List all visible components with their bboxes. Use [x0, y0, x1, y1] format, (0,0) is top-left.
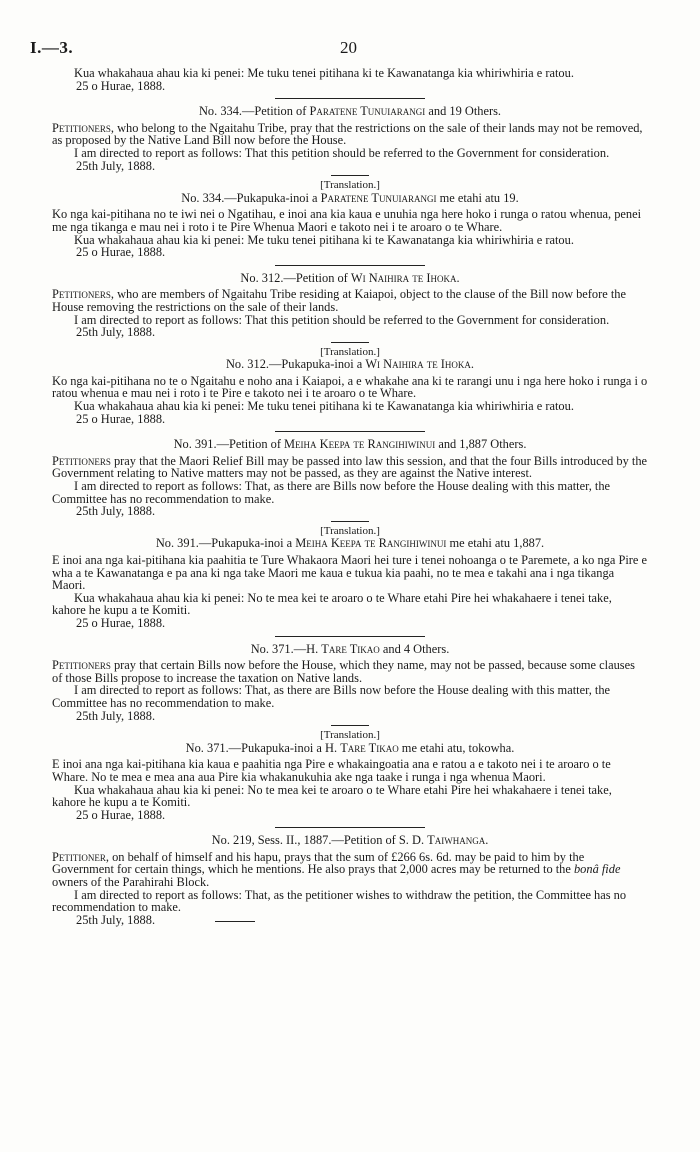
petition-section [52, 272, 648, 433]
report-text: I am directed to report as follows: That this petition should be referred to the Government for consideration. [74, 145, 610, 160]
maori-date: 25 o Hurae, 1888. [76, 807, 166, 822]
petition-section [52, 105, 648, 266]
section-divider [275, 98, 425, 99]
petition-text: Petitioners pray that the Maori Relief Bill may be passed into law this session, and that the four Bills introduced by the Government relating to Native matters may not be passed, as they are against the Native interest. [52, 453, 648, 481]
document-reference: I.—3. [30, 38, 74, 57]
maori-report-text: Kua whakahaua ahau kia ki penei: Me tuku tenei pitihana ki te Kawanatanga kia whiriwhiria e ratou. [74, 232, 574, 247]
petition-text: Petitioners pray that certain Bills now before the House, which they name, may not be passed, because some clauses of those Bills propose to increase the taxation on Native lands. [52, 658, 635, 685]
petition-text: Petitioners, who are members of Ngaitahu Tribe residing at Kaiapoi, object to the clause of the Bill now before the House removing the restrictions on the sale of their lands. [52, 287, 626, 314]
petition-section [52, 438, 648, 636]
short-rule [331, 175, 369, 176]
intro-paragraph: Kua whakahaua ahau kia ki penei: Me tuku tenei pitihana ki te Kawanatanga kia whiriwhiria e ratou. [74, 66, 574, 80]
maori-date: 25 o Hurae, 1888. [76, 411, 166, 426]
report-date: 25th July, 1888. [52, 914, 648, 927]
section-divider [275, 827, 425, 828]
maori-report-text: Kua whakahaua ahau kia ki penei: No te mea kei te aroaro o te Whare etahi Pire hei whakahaere i tenei take, kahore he kupu a te Komiti. [52, 590, 612, 618]
short-rule [331, 342, 369, 343]
maori-petition-text: Ko nga kai-pitihana no te o Ngaitahu e noho ana i Kaiapoi, a e whakahe ana ki te rarangi unu i nga here hoko i runga i o ratou whenua e mau nei i roto i te Pire e takoto nei i te aroaro o te Whare. [52, 373, 648, 401]
short-rule [331, 521, 369, 522]
petition-title: No. 312.—Petition of Wi Naihira te Ihoka. [240, 270, 460, 285]
section-divider [275, 431, 425, 432]
petition-title: No. 391.—Petition of Meiha Keepa te Rangihiwinui and 1,887 Others. [173, 437, 527, 452]
petition-text: Petitioners, who belong to the Ngaitahu Tribe, pray that the restrictions on the sale of their lands may not be removed, as proposed by the Native Land Bill now before the House. [52, 120, 643, 148]
intro-date: 25 o Hurae, 1888. [76, 78, 166, 93]
petition-section [52, 643, 648, 829]
section-divider [275, 265, 425, 266]
petition-title: No. 371.—H. Tare Tikao and 4 Others. [250, 641, 450, 656]
page-number: 20 [340, 38, 357, 57]
report-date: 25th July, 1888. [76, 504, 156, 519]
translation-label: [Translation.] [320, 729, 380, 742]
document-body [52, 67, 648, 926]
report-date: 25th July, 1888. [76, 708, 156, 723]
petition-title: No. 334.—Petition of Paratene Tunuiarangi and 19 Others. [198, 104, 502, 119]
short-rule [331, 725, 369, 726]
section-divider [275, 636, 425, 637]
report-date: 25th July, 1888. [76, 325, 156, 340]
report-text: I am directed to report as follows: That this petition should be referred to the Government for consideration. [74, 312, 610, 327]
report-text: I am directed to report as follows: That, as there are Bills now before the House dealing with this matter, the Committee has no recommendation to make. [52, 683, 611, 710]
maori-date: 25 o Hurae, 1888. [76, 245, 166, 260]
report-date: 25th July, 1888. [76, 158, 156, 173]
short-rule [215, 921, 255, 922]
page-header [30, 38, 648, 60]
report-text: I am directed to report as follows: That, as there are Bills now before the House dealing with this matter, the Committee has no recommendation to make. [52, 479, 611, 506]
maori-petition-text: Ko nga kai-pitihana no te iwi nei o Ngatihau, e inoi ana kia kaua e unuhia nga here hoko i runga o ratou whenua, penei me nga tikanga e mau nei i roto i te Pire Whenua Maori e takoto nei i te aroaro o te Whare. [52, 207, 642, 234]
maori-title: No. 391.—Pukapuka-inoi a Meiha Keepa te Rangihiwinui me etahi atu 1,887. [155, 536, 545, 551]
petition-text: Petitioner, on behalf of himself and his hapu, prays that the sum of £266 6s. 6d. may be paid to him by the Government for certain things, which he mentions. He also prays that 2,000 acres may be returned to the bonâ fide owners of the Parahirahi Block. [52, 849, 621, 890]
maori-title: No. 334.—Pukapuka-inoi a Paratene Tunuiarangi me etahi atu 19. [181, 190, 519, 205]
maori-date: 25 o Hurae, 1888. [76, 615, 166, 630]
translation-label: [Translation.] [320, 345, 380, 358]
maori-petition-text: E inoi ana nga kai-pitihana kia paahitia te Ture Whakaora Maori hei ture i tenei nohoanga o te Paremete, a ko nga Pire e wha a te Kawanatanga e pa ana ki nga take Maori me kaua e tukua kia paahi, no te mea e takahi ana i nga tikanga Maori. [52, 553, 648, 593]
maori-title: No. 312.—Pukapuka-inoi a Wi Naihira te Ihoka. [225, 357, 475, 372]
maori-petition-text: E inoi ana nga kai-pitihana kia kaua e paahitia nga Pire e whakaingoatia ana e ratou a e takoto nei i te aroaro o te Whare. No te mea e mea ana aua Pire kia whakanukuhia ake nga taake i runga i nga whenua Maori. [52, 757, 611, 784]
maori-title: No. 371.—Pukapuka-inoi a H. Tare Tikao me etahi atu, tokowha. [185, 740, 515, 755]
report-text: I am directed to report as follows: That, as the petitioner wishes to withdraw the petition, the Committee has no recommendation to make. [52, 887, 627, 915]
maori-report-text: Kua whakahaua ahau kia ki penei: Me tuku tenei pitihana ki te Kawanatanga kia whiriwhiria e ratou. [74, 399, 574, 414]
translation-label: [Translation.] [320, 524, 380, 537]
petition-title: No. 219, Sess. II., 1887.—Petition of S. D. Taiwhanga. [211, 833, 489, 848]
petition-section [52, 834, 648, 926]
maori-report-text: Kua whakahaua ahau kia ki penei: No te mea kei te aroaro o te Whare etahi Pire hei whakahaere i tenei take, kahore he kupu a te Komiti. [52, 782, 612, 810]
translation-label: [Translation.] [320, 179, 380, 192]
